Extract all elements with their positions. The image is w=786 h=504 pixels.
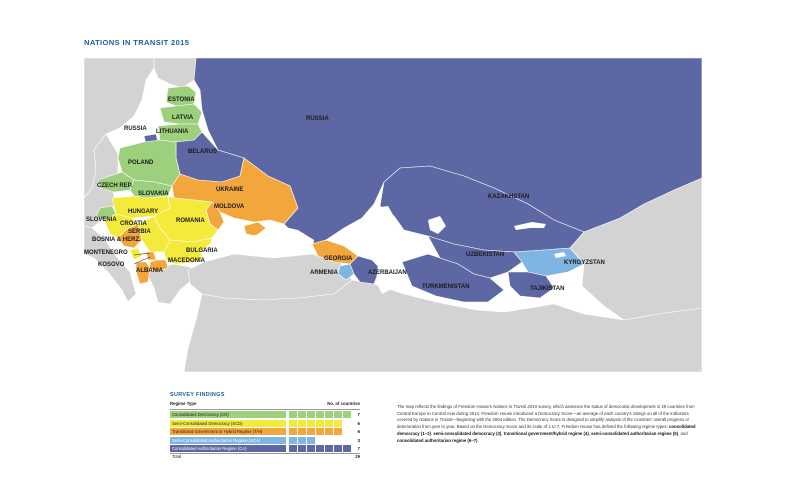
survey-count-block <box>289 437 297 444</box>
survey-row-cd <box>170 411 360 418</box>
desc-type-ca: consolidated authoritarian regime (6–7) <box>397 437 478 443</box>
label-armenia: ARMENIA <box>310 270 338 276</box>
label-slovakia: SLOVAKIA <box>138 191 169 197</box>
survey-row-count: 6 <box>357 421 360 426</box>
survey-count-block <box>334 411 342 418</box>
survey-row-label: Semi-Consolidated Authoritarian Regime (SCA) <box>170 437 286 444</box>
label-bulgaria: BULGARIA <box>186 248 218 254</box>
label-kosovo: KOSOVO <box>98 262 125 268</box>
label-croatia: CROATIA <box>120 221 147 227</box>
desc-intro-rest: survey, which assesses the status of democratic development in 29 countries from Central Europe to Central Asia during 2014. Freedom House introduced a Democracy Score—an average of each country's ratings on all of the indicators covered by <box>397 404 695 423</box>
desc-sep-3: , <box>588 430 592 436</box>
survey-count-block <box>334 420 342 427</box>
survey-count-block <box>307 420 315 427</box>
latvia-region <box>160 104 202 124</box>
label-montenegro: MONTENEGRO <box>84 250 128 256</box>
survey-count-block <box>289 420 297 427</box>
label-moldova: MOLDOVA <box>214 204 245 210</box>
survey-count-block <box>307 411 315 418</box>
survey-count-block <box>307 428 315 435</box>
label-kyrgyzstan: KYRGYZSTAN <box>564 260 605 266</box>
label-lithuania: LITHUANIA <box>156 129 189 135</box>
survey-row-count: 7 <box>357 446 360 451</box>
desc-sep-2: , <box>501 430 504 436</box>
label-poland: POLAND <box>128 160 154 166</box>
label-hungary: HUNGARY <box>128 209 159 215</box>
label-bosnia: BOSNIA & HERZ. <box>92 237 141 243</box>
label-uzbekistan: UZBEKISTAN <box>466 252 505 258</box>
survey-count-block <box>334 445 342 452</box>
survey-count-block <box>289 411 297 418</box>
survey-count-block <box>298 437 306 444</box>
label-ukraine: UKRAINE <box>216 187 244 193</box>
survey-row-label: Semi-Consolidated Democracy (SCD) <box>170 420 286 427</box>
desc-type-th: transitional government/hybrid regime (4) <box>503 430 589 436</box>
label-estonia: ESTONIA <box>168 97 195 103</box>
survey-count-block <box>343 445 351 452</box>
survey-count-block <box>316 420 324 427</box>
survey-count-block <box>298 411 306 418</box>
survey-count-block <box>325 445 333 452</box>
survey-title: SURVEY FINDINGS <box>170 392 225 398</box>
survey-row-count: 7 <box>357 412 360 417</box>
survey-header-rule <box>170 409 360 410</box>
survey-total-row <box>170 453 360 460</box>
label-belarus: BELARUS <box>188 149 218 155</box>
survey-row-th <box>170 428 360 435</box>
label-latvia: LATVIA <box>172 115 194 121</box>
label-czech: CZECH REP. <box>97 183 133 189</box>
survey-count-block <box>316 428 324 435</box>
map-description <box>397 404 702 444</box>
label-slovenia: SLOVENIA <box>86 217 117 223</box>
label-turkmenistan: TURKMENISTAN <box>422 284 470 290</box>
survey-count-block <box>325 411 333 418</box>
survey-col-regime: Regime Type <box>170 401 197 406</box>
survey-count-block <box>343 411 351 418</box>
survey-row-label: Consolidated Democracy (CD) <box>170 411 286 418</box>
desc-type-cd: consolidated democracy (1–2) <box>397 424 696 436</box>
estonia-region <box>166 86 196 106</box>
survey-row-count: 3 <box>357 438 360 443</box>
survey-col-count: No. of countries <box>327 401 360 406</box>
label-serbia: SERBIA <box>128 229 151 235</box>
desc-intro-italic: Nations in Transit 2015 <box>493 404 537 409</box>
label-russia-kaliningrad: RUSSIA <box>124 126 147 132</box>
survey-header <box>170 401 360 409</box>
survey-row-scd <box>170 420 360 427</box>
label-kazakhstan: KAZAKHSTAN <box>488 194 530 200</box>
desc-sep-1: , <box>430 430 434 436</box>
label-albania: ALBANIA <box>136 268 163 274</box>
map-title: NATIONS IN TRANSIT 2015 <box>84 38 190 47</box>
label-romania: ROMANIA <box>176 218 205 224</box>
survey-count-block <box>307 445 315 452</box>
survey-count-block <box>334 428 342 435</box>
desc-type-sca: semi-consolidated authoritarian regime (5) <box>591 430 679 436</box>
desc-intro-rest2: —beginning with the 2004 edition. The Democracy Score is designed to simplify analysis of the countries' overall progress or deterioration from year to year. Based on the Democracy Score and its scale of 1 to 7, Freedom House has defined the following regime types: <box>397 417 690 430</box>
label-russia: RUSSIA <box>306 116 329 122</box>
label-azerbaijan: AZERBAIJAN <box>368 270 407 276</box>
survey-count-block <box>289 445 297 452</box>
desc-intro-italic2: Nations in Transit <box>419 417 453 423</box>
desc-intro: The map reflects the findings of Freedom House's <box>397 404 494 409</box>
survey-total-value: 29 <box>355 454 360 459</box>
survey-row-label: Transitional Government or Hybrid Regime (T/H) <box>170 428 286 435</box>
label-georgia: GEORGIA <box>324 256 353 262</box>
survey-count-block <box>325 420 333 427</box>
map <box>84 58 702 372</box>
survey-count-block <box>316 411 324 418</box>
survey-count-block <box>307 437 315 444</box>
survey-count-block <box>316 445 324 452</box>
desc-sep-5: . <box>477 437 479 443</box>
survey-row-count: 6 <box>357 429 360 434</box>
survey-row-sca <box>170 437 360 444</box>
survey-count-block <box>325 428 333 435</box>
label-macedonia: MACEDONIA <box>168 258 205 264</box>
survey-count-block <box>298 420 306 427</box>
desc-sep-4: , and <box>678 430 688 436</box>
survey-row-label: Consolidated Authoritarian Regime (CA) <box>170 445 286 452</box>
survey-count-block <box>289 428 297 435</box>
desc-type-scd: semi-consolidated democracy (3) <box>433 430 502 436</box>
survey-count-block <box>298 445 306 452</box>
survey-row-ca <box>170 445 360 452</box>
survey-count-block <box>298 428 306 435</box>
label-tajikistan: TAJIKISTAN <box>530 286 565 292</box>
survey-total-label: Total <box>172 454 182 459</box>
